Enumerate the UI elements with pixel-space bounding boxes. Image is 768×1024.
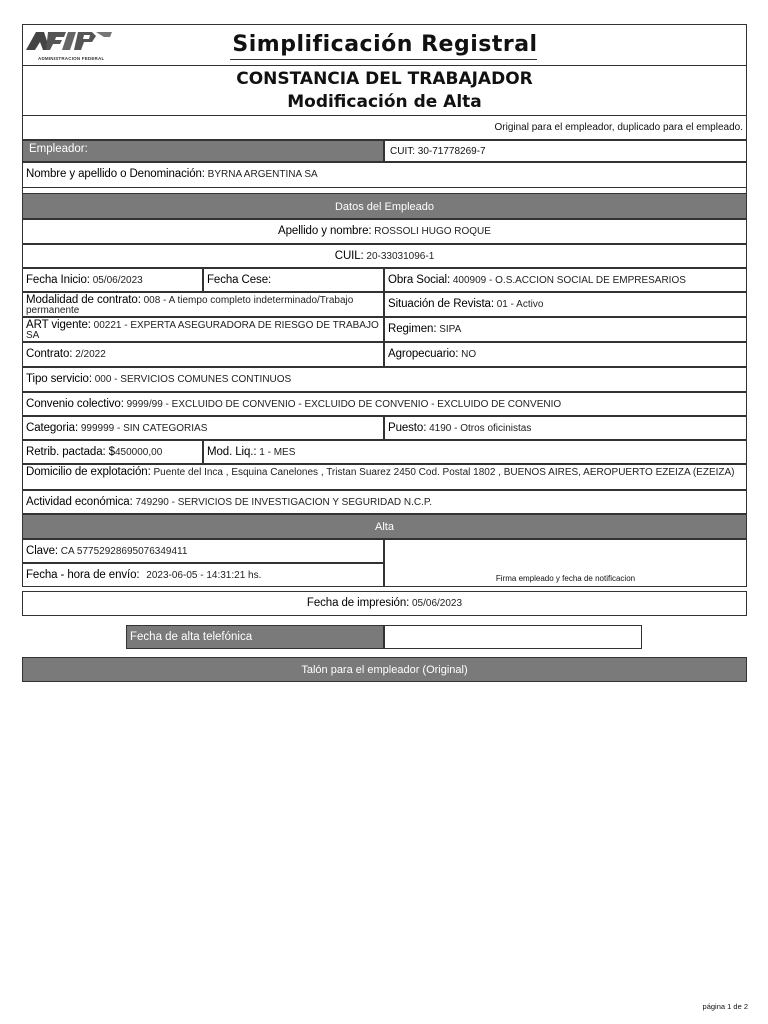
telefonica-value-cell xyxy=(384,625,642,649)
talon-text: Talón para el empleador (Original) xyxy=(301,664,468,676)
logo-text: ADMINISTRACION FEDERAL xyxy=(38,56,105,61)
employee-section-header xyxy=(22,193,747,219)
impresion-label: Fecha de impresión: xyxy=(306,597,410,609)
convenio-label: Convenio colectivo: xyxy=(26,398,124,410)
puesto-label: Puesto: xyxy=(388,422,427,434)
modliq-cell xyxy=(203,440,747,464)
puesto-cell xyxy=(384,416,747,440)
cuil-label: CUIL: xyxy=(334,250,364,262)
modalidad-value: 008 - A tiempo completo indeterminado/Trabajo permanente xyxy=(26,295,354,316)
actividad-value: 749290 - SERVICIOS DE INVESTIGACION Y SEGURIDAD N.C.P. xyxy=(135,497,433,508)
envio-value: 2023-06-05 - 14:31:21 hs. xyxy=(146,570,262,581)
agro-cell xyxy=(384,342,747,367)
retrib-label: Retrib. pactada: $ xyxy=(26,446,115,458)
fecha-inicio-label: Fecha Inicio: xyxy=(26,274,90,286)
tipo-servicio-value: 000 - SERVICIOS COMUNES CONTINUOS xyxy=(94,374,292,385)
talon-bar xyxy=(22,657,747,682)
situacion-cell xyxy=(384,292,747,317)
categoria-value: 999999 - SIN CATEGORIAS xyxy=(80,423,208,434)
fecha-inicio-cell xyxy=(22,268,203,292)
agro-label: Agropecuario: xyxy=(388,348,459,360)
contrato-cell xyxy=(22,342,384,367)
regimen-value: SIPA xyxy=(439,324,462,335)
convenio-cell xyxy=(22,392,747,416)
cuit-cell xyxy=(384,140,747,162)
convenio-value: 9999/99 - EXCLUIDO DE CONVENIO - EXCLUIDO DE CONVENIO - EXCLUIDO DE CONVENIO xyxy=(126,399,562,410)
firma-label: Firma empleado y fecha de notificacion xyxy=(495,574,636,583)
categoria-label: Categoria: xyxy=(26,422,79,434)
domicilio-cell xyxy=(22,464,747,490)
obra-social-value: 400909 - O.S.ACCION SOCIAL DE EMPRESARIOS xyxy=(452,275,686,286)
modliq-label: Mod. Liq.: xyxy=(207,446,257,458)
afip-logo-icon xyxy=(26,30,116,52)
employee-name-cell xyxy=(22,219,747,244)
contrato-label: Contrato: xyxy=(26,348,73,360)
art-value: 00221 - EXPERTA ASEGURADORA DE RIESGO DE TRABAJO SA xyxy=(26,320,379,341)
employer-name-cell xyxy=(22,162,747,188)
employee-name-value: ROSSOLI HUGO ROQUE xyxy=(374,226,491,237)
situacion-value: 01 - Activo xyxy=(496,299,544,310)
art-label: ART vigente: xyxy=(26,319,91,331)
art-cell xyxy=(22,317,384,342)
page-number: página 1 de 2 xyxy=(702,1002,748,1011)
clave-label: Clave: xyxy=(26,545,58,557)
actividad-cell xyxy=(22,490,747,514)
modliq-value: 1 - MES xyxy=(259,447,296,458)
modalidad-label: Modalidad de contrato: xyxy=(26,294,141,306)
employer-label: Empleador: xyxy=(29,143,88,155)
doc-subtitle: CONSTANCIA DEL TRABAJADOR xyxy=(236,69,533,89)
situacion-label: Situación de Revista: xyxy=(388,298,494,310)
employer-name-label: Nombre y apellido o Denominación: xyxy=(26,168,205,180)
doc-subtitle-2: Modificación de Alta xyxy=(287,92,482,112)
regimen-cell xyxy=(384,317,747,342)
retrib-value: 450000,00 xyxy=(114,447,163,458)
cuil-cell xyxy=(22,244,747,268)
tipo-servicio-cell xyxy=(22,367,747,392)
retrib-cell xyxy=(22,440,203,464)
regimen-label: Regimen: xyxy=(388,323,437,335)
telefonica-label: Fecha de alta telefónica xyxy=(130,631,253,643)
obra-social-label: Obra Social: xyxy=(388,274,451,286)
categoria-cell xyxy=(22,416,384,440)
clave-value: CA 57752928695076349411 xyxy=(60,546,188,557)
impresion-value: 05/06/2023 xyxy=(412,598,463,609)
title-underline xyxy=(230,59,537,60)
telefonica-label-cell xyxy=(126,625,384,649)
header-divider xyxy=(22,65,747,66)
impresion-cell xyxy=(22,591,747,616)
employee-name-label: Apellido y nombre: xyxy=(278,225,372,237)
contrato-value: 2/2022 xyxy=(75,349,106,360)
afip-logo xyxy=(26,30,116,60)
puesto-value: 4190 - Otros oficinistas xyxy=(429,423,532,434)
alta-section-header xyxy=(22,514,747,539)
fecha-cese-label: Fecha Cese: xyxy=(207,274,272,286)
employee-section-title: Datos del Empleado xyxy=(334,201,435,213)
tipo-servicio-label: Tipo servicio: xyxy=(26,373,92,385)
clave-cell xyxy=(22,539,384,563)
employer-name-value: BYRNA ARGENTINA SA xyxy=(207,169,318,180)
fecha-cese-cell xyxy=(203,268,384,292)
modalidad-cell xyxy=(22,292,384,317)
firma-cell xyxy=(384,539,747,587)
cuit-value: CUIT: 30-71778269-7 xyxy=(390,146,486,157)
obra-social-cell xyxy=(384,268,747,292)
envio-label: Fecha - hora de envío: xyxy=(26,569,140,581)
domicilio-value: Puente del Inca , Esquina Canelones , Tristan Suarez 2450 Cod. Postal 1802 , BUENOS AIRES, AEROPUERTO EZEIZA (EZEIZA) xyxy=(153,467,735,478)
cuil-value: 20-33031096-1 xyxy=(366,251,435,262)
actividad-label: Actividad económica: xyxy=(26,496,133,508)
agro-value: NO xyxy=(461,349,477,360)
copy-note: Original para el empleador, duplicado para el empleado. xyxy=(494,122,743,133)
alta-section-title: Alta xyxy=(375,521,394,533)
envio-cell xyxy=(22,563,384,587)
employer-label-cell xyxy=(22,140,384,162)
domicilio-label: Domicilio de explotación: xyxy=(26,466,151,478)
page-title: Simplificación Registral xyxy=(232,32,538,57)
fecha-inicio-value: 05/06/2023 xyxy=(92,275,143,286)
